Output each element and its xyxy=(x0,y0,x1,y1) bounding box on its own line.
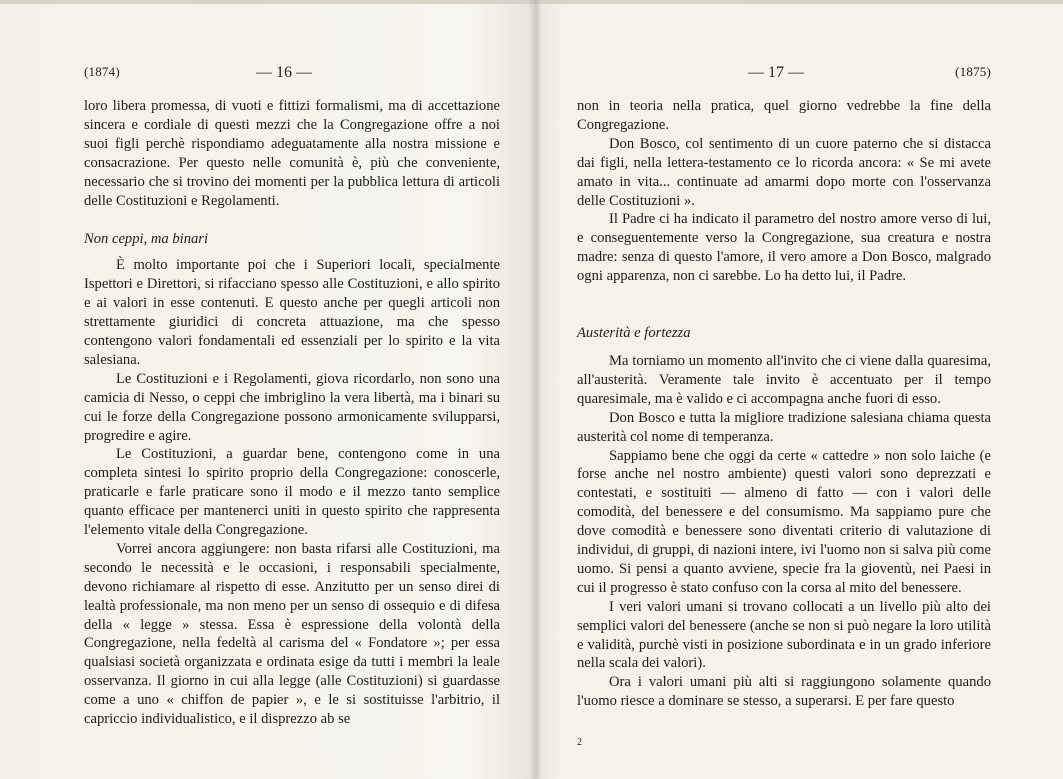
paragraph: Don Bosco e tutta la migliore tradizione salesiana chiama questa austerità col nome di temperanza. xyxy=(577,409,991,445)
paragraph: Ma torniamo un momento all'invito che ci viene dalla quaresima, all'austerità. Veramente tale invito è accentuato per il tempo quaresimale, ma è valido e ci accompagna anche fuori di esso. xyxy=(577,352,991,407)
right-page-body xyxy=(577,97,991,711)
left-page xyxy=(84,0,500,779)
left-page-number: — 16 — xyxy=(256,64,312,81)
paragraph: Don Bosco, col sentimento di un cuore paterno che si distacca dai figli, nella lettera-testamento ce lo ricorda ancora: « Se mi avete amato in vita... continuate ad amarmi dopo morte con l'osservanza delle Costituzioni ». xyxy=(577,135,991,209)
paragraph: Sappiamo bene che oggi da certe « cattedre » non solo laiche (e forse anche nel nostro ambiente) questi valori sono deprezzati e contestati, e sostituiti — almeno di fatto — con i valori delle comodità, del benessere e del consumismo. Ma sappiamo pure che dove comodità e benessere sono diventati criterio di valutazione di individui, di gruppi, di nazioni intere, ivi l'uomo non si salva più come uomo. Si pensi a quanto avviene, specie fra la gioventù, nei Paesi in cui il progresso è stato confuso con la corsa al mito del benessere. xyxy=(577,447,991,596)
paragraph: È molto importante poi che i Superiori locali, specialmente Ispettori e Direttori, si rifacciano spesso alle Costituzioni, e allo spirito e ai valori in esse contenuti. E questo anche per quegli articoli non strettamente giuridici di concreta attuazione, ma che spesso contengono valori fondamentali ed essenziali per lo spirito e la vita salesiana. xyxy=(84,257,500,368)
right-page xyxy=(577,0,991,779)
paragraph: non in teoria nella pratica, quel giorno vedrebbe la fine della Congregazione. xyxy=(577,98,991,133)
book-gutter xyxy=(528,0,542,779)
left-page-year: (1874) xyxy=(84,64,120,79)
section-heading: Non ceppi, ma binari xyxy=(84,231,209,248)
paragraph: Ora i valori umani più alti si raggiungono solamente quando l'uomo riesce a dominare se stesso, a superarsi. E per fare questo xyxy=(577,674,991,710)
paragraph: Le Costituzioni e i Regolamenti, giova ricordarlo, non sono una camicia di Nesso, o ceppi che imbriglino la vera libertà, ma i binari su cui le forze della Congregazione possono armonicamente svilupparsi, progredire e agire. xyxy=(84,370,500,444)
section-heading: Austerità e fortezza xyxy=(577,325,691,342)
paragraph: Le Costituzioni, a guardar bene, contengono come in una completa sintesi lo spirito proprio della Congregazione: conoscerle, praticarle e farle praticare sono il modo e il mezzo tanto semplice quanto efficace per mantenerci uniti in questo spirito che rappresenta l'elemento vitale della Congregazione. xyxy=(84,446,500,539)
paragraph: Vorrei ancora aggiungere: non basta rifarsi alle Costituzioni, ma secondo le necessità e le occasioni, i responsabili specialmente, devono richiamare al rispetto di esse. Anzitutto per un senso direi di lealtà professionale, ma non meno per un senso di ossequio e di difesa della « legge » stessa. Essa è espressione della volontà della Congregazione, nella fedeltà al carisma del « Fondatore »; per essa qualsiasi società organizzata e ordinata esige da tutti i membri la leale osservanza. Il giorno in cui alla legge (alle Costituzioni) si guardasse come a uno « chiffon de papier », e le si sostituisse l'arbitrio, il capriccio individualistico, e il disprezzo ab se xyxy=(84,540,500,728)
left-page-body xyxy=(84,97,500,729)
right-running-head xyxy=(577,64,991,84)
signature-mark: 2 xyxy=(577,737,582,748)
right-page-year: (1875) xyxy=(955,64,991,79)
paragraph: I veri valori umani si trovano collocati a un livello più alto dei semplici valori del benessere (anche se non si può negare la loro utilità e validità, purchè visti in posizione subordinata e in un grado inferiore nella scala dei valori). xyxy=(577,598,991,672)
paragraph: Il Padre ci ha indicato il parametro del nostro amore verso di lui, e conseguentemente verso la Congregazione, sua creatura e nostra madre: senza di questo l'amore, il vero amore a Don Bosco, malgrado ogni apparenza, non ci sarebbe. Lo ha detto lui, il Padre. xyxy=(577,211,991,285)
paragraph: loro libera promessa, di vuoti e fittizi formalismi, ma di accettazione sincera e cordiale di questi mezzi che la Congregazione offre a noi suoi figli perchè rispondiamo adeguatamente alla nostra missione e consacrazione. Per questo nelle comunità è, più che conveniente, necessario che si trovino dei momenti per la pubblica lettura di articoli delle Costituzioni e Regolamenti. xyxy=(84,98,500,209)
right-page-number: — 17 — xyxy=(748,64,804,81)
left-running-head xyxy=(84,64,500,84)
